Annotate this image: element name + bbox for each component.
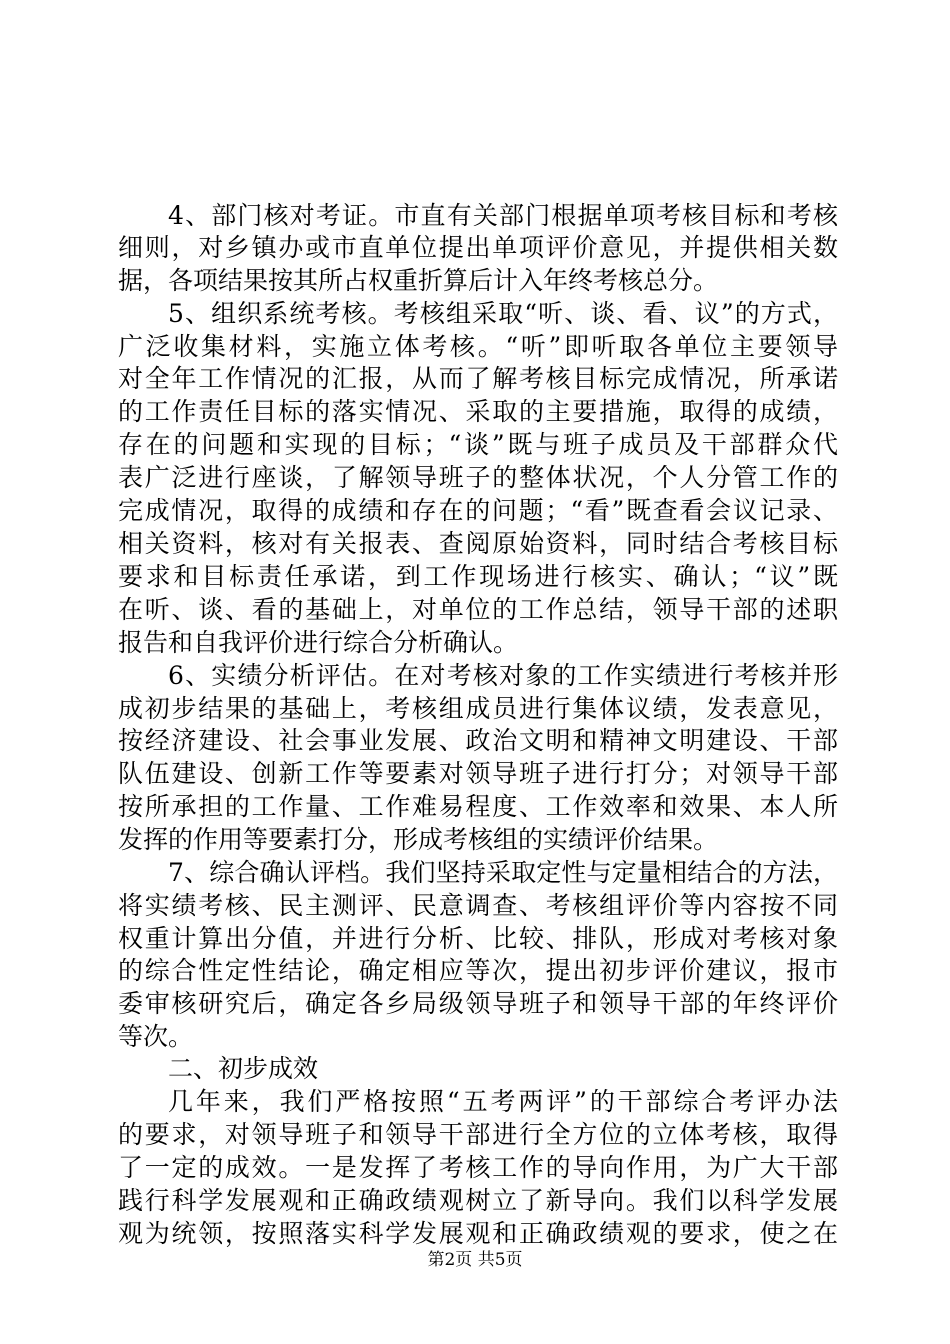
paragraph-line: 委审核研究后，确定各乡局级领导班子和领导干部的年终评价 [118, 989, 838, 1018]
paragraph-line: 了一定的成效。一是发挥了考核工作的导向作用，为广大干部 [118, 1153, 838, 1182]
paragraph-line: 据，各项结果按其所占权重折算后计入年终考核总分。 [118, 266, 719, 295]
paragraph-line: 践行科学发展观和正确政绩观树立了新导向。我们以科学发展 [118, 1186, 838, 1215]
paragraph-line: 的要求，对领导班子和领导干部进行全方位的立体考核，取得 [118, 1120, 838, 1149]
paragraph-line: 广泛收集材料，实施立体考核。“听”即听取各单位主要领导 [118, 332, 838, 361]
paragraph-line: 的综合性定性结论，确定相应等次，提出初步评价建议，报市 [118, 956, 838, 985]
paragraph-line: 将实绩考核、民主测评、民意调查、考核组评价等内容按不同 [118, 891, 838, 920]
paragraph-line: 对全年工作情况的汇报，从而了解考核目标完成情况，所承诺 [118, 364, 838, 393]
paragraph-line: 6、实绩分析评估。在对考核对象的工作实绩进行考核并形 [168, 661, 838, 690]
paragraph-line: 5、组织系统考核。考核组采取“听、谈、看、议”的方式， [168, 299, 838, 328]
paragraph-line: 完成情况，取得的成绩和存在的问题；“看”既查看会议记录、 [118, 496, 838, 525]
paragraph-line: 权重计算出分值，并进行分析、比较、排队，形成对考核对象 [118, 924, 838, 953]
paragraph-line: 存在的问题和实现的目标；“谈”既与班子成员及干部群众代 [118, 430, 838, 459]
paragraph-line: 的工作责任目标的落实情况、采取的主要措施，取得的成绩， [118, 397, 838, 426]
paragraph-line: 发挥的作用等要素打分，形成考核组的实绩评价结果。 [118, 825, 719, 854]
paragraph-line: 按所承担的工作量、工作难易程度、工作效率和效果、本人所 [118, 792, 838, 821]
paragraph-line: 要求和目标责任承诺，到工作现场进行核实、确认；“议”既 [118, 562, 838, 591]
paragraph-line: 成初步结果的基础上，考核组成员进行集体议绩，发表意见， [118, 694, 838, 723]
paragraph-line: 细则，对乡镇办或市直单位提出单项评价意见，并提供相关数 [118, 233, 838, 262]
paragraph-line: 4、部门核对考证。市直有关部门根据单项考核目标和考核 [168, 201, 838, 230]
paragraph-line: 二、初步成效 [168, 1054, 319, 1083]
paragraph-line: 等次。 [118, 1022, 194, 1051]
paragraph-line: 按经济建设、社会事业发展、政治文明和精神文明建设、干部 [118, 726, 838, 755]
paragraph-line: 报告和自我评价进行综合分析确认。 [118, 628, 519, 657]
paragraph-line: 在听、谈、看的基础上，对单位的工作总结，领导干部的述职 [118, 595, 838, 624]
paragraph-line: 7、综合确认评档。我们坚持采取定性与定量相结合的方法， [168, 858, 838, 887]
paragraph-line: 表广泛进行座谈，了解领导班子的整体状况，个人分管工作的 [118, 463, 838, 492]
paragraph-line: 相关资料，核对有关报表、查阅原始资料，同时结合考核目标 [118, 529, 838, 558]
paragraph-line: 几年来，我们严格按照“五考两评”的干部综合考评办法 [168, 1087, 838, 1116]
page-footer: 第2页 共5页 [427, 1250, 523, 1270]
paragraph-line: 队伍建设、创新工作等要素对领导班子进行打分；对领导干部 [118, 759, 838, 788]
paragraph-line: 观为统领，按照落实科学发展观和正确政绩观的要求，使之在 [118, 1219, 838, 1248]
